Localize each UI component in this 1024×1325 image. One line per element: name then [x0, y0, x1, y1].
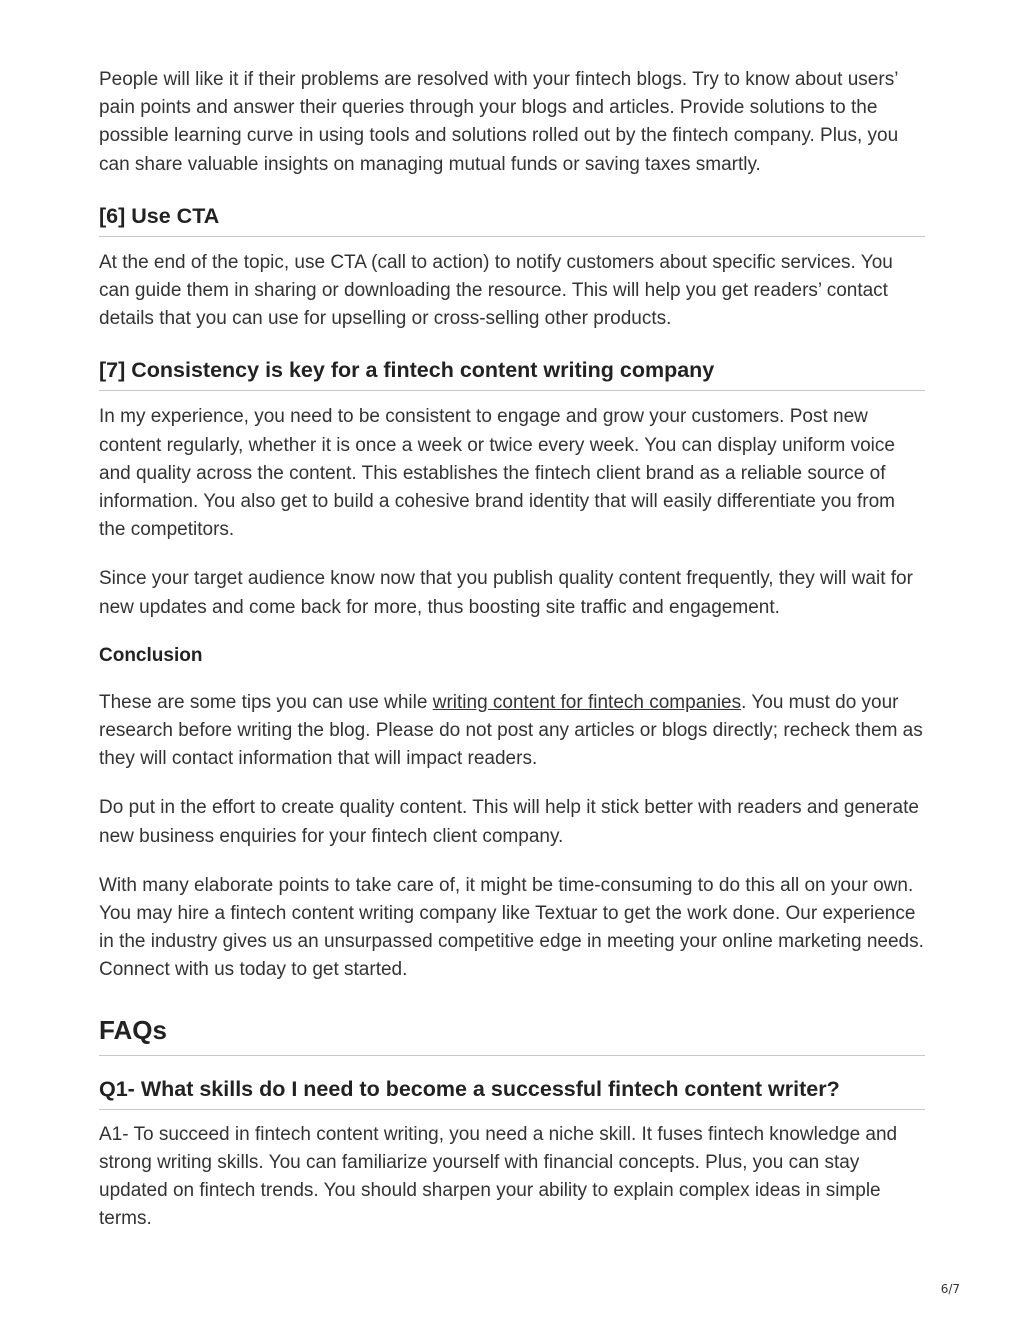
section-6-heading: [6] Use CTA — [99, 201, 925, 237]
conclusion-paragraph-1 — [99, 689, 925, 774]
conclusion-paragraph-2: Do put in the effort to create quality content. This will help it stick better with readers and generate new business enquiries for your fintech client company. — [99, 797, 919, 847]
conclusion-paragraph-1-start: These are some tips you can use while — [99, 691, 433, 713]
intro-paragraph: People will like it if their problems are resolved with your fintech blogs. Try to know about users’ pain points and answer their queries through your blogs and articles. Provide solutions to the possible learning curve in using tools and solutions rolled out by the fintech company. Plus, you can share valuable insights on managing mutual funds or saving taxes smartly. — [99, 69, 899, 175]
conclusion-heading: Conclusion — [99, 644, 203, 666]
faqs-heading: FAQs — [99, 1012, 925, 1056]
section-7-paragraph-1: In my experience, you need to be consistent to engage and grow your customers. Post new content regularly, whether it is once a week or twice every week. You can display uniform voice and quality across the content. This establishes the fintech client brand as a reliable source of information. You also get to build a cohesive brand identity that will easily differentiate you from the competitors. — [99, 406, 896, 541]
page-number: 6/7 — [940, 1282, 960, 1296]
section-7-heading: [7] Consistency is key for a fintech content writing company — [99, 355, 925, 391]
conclusion-paragraph-3: With many elaborate points to take care of, it might be time-consuming to do this all on your own. You may hire a fintech content writing company like Textuar to get the work done. Our experience in the industry gives us an unsurpassed competitive edge in meeting your online marketing needs. Connect with us today to get started. — [99, 874, 924, 981]
faq-question-1: Q1- What skills do I need to become a successful fintech content writer? — [99, 1074, 925, 1110]
section-6-paragraph: At the end of the topic, use CTA (call to action) to notify customers about specific services. You can guide them in sharing or downloading the resource. This will help you get readers’ contact details that you can use for upselling or cross-selling other products. — [99, 251, 893, 330]
fintech-content-link[interactable]: writing content for fintech companies — [432, 691, 742, 713]
article-body — [99, 66, 925, 1233]
conclusion-paragraph-1-end: . You must do your research before writing the blog. Please do not post any articles or blogs directly; recheck them as they will contact information that will impact readers. — [99, 691, 923, 770]
section-7-paragraph-2: Since your target audience know now that you publish quality content frequently, they will wait for new updates and come back for more, thus boosting site traffic and engagement. — [99, 568, 913, 618]
faq-answer-1: A1- To succeed in fintech content writing, you need a niche skill. It fuses fintech knowledge and strong writing skills. You can familiarize yourself with financial concepts. Plus, you can stay updated on fintech trends. You should sharpen your ability to explain complex ideas in simple terms. — [99, 1123, 898, 1230]
